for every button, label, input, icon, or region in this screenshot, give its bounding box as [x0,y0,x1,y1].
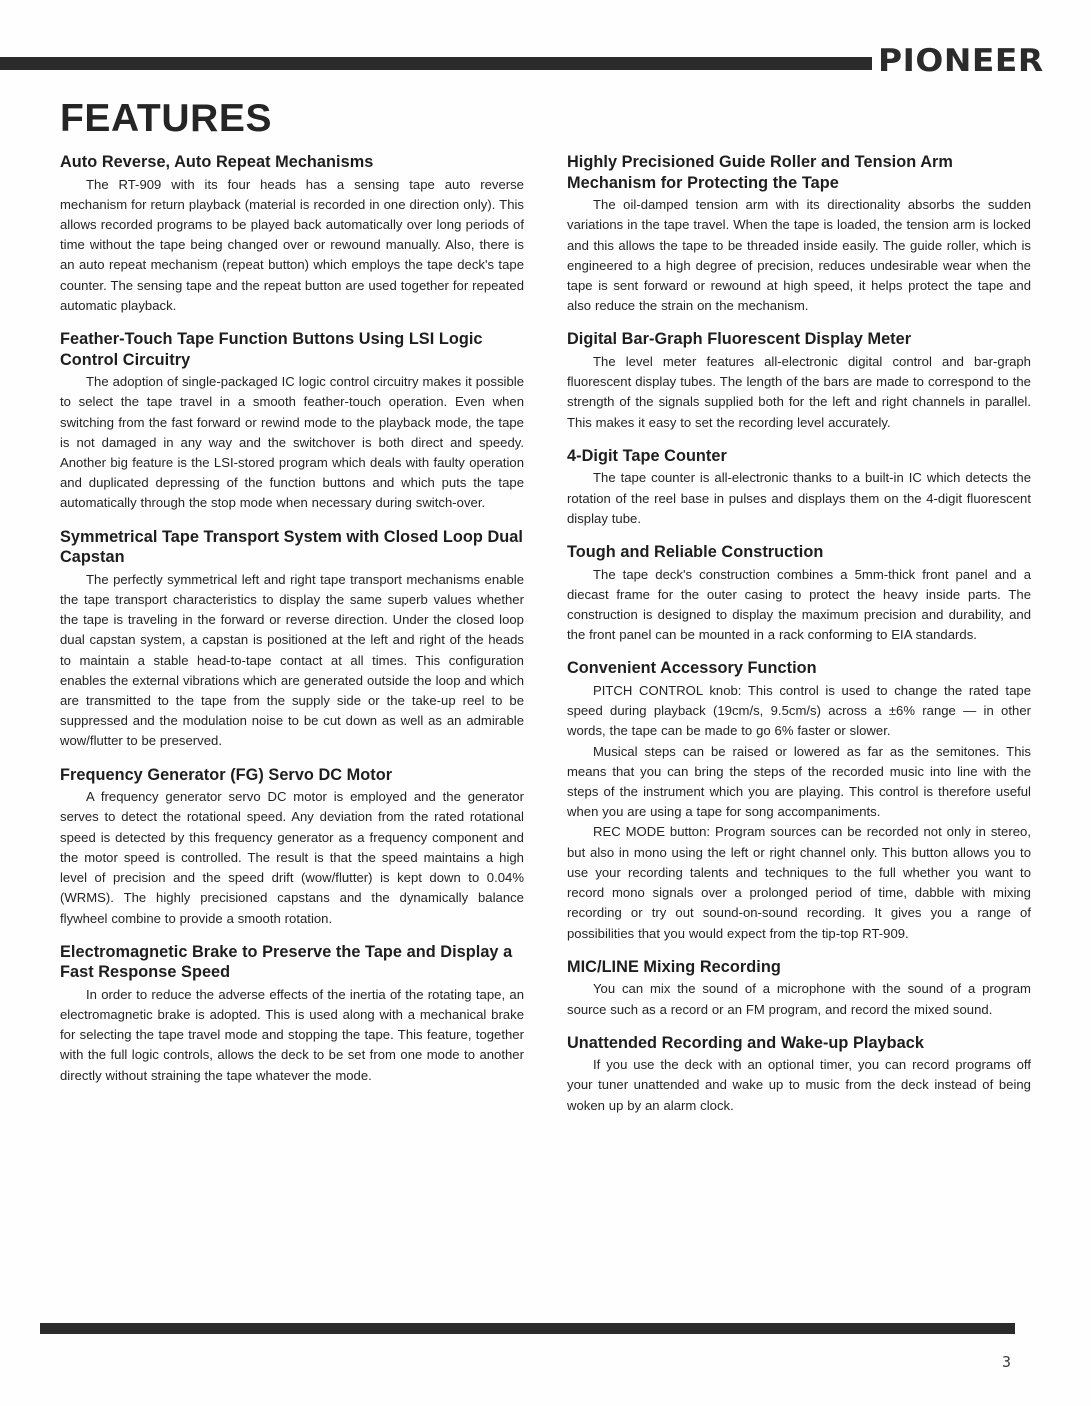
section-paragraph: The adoption of single-packaged IC logic control circuitry makes it possible to select the tape travel in a smooth feather-touch operation. Even when switching from the fast forward or rewind mode to the playback mode, the tape is not damaged in any way and the switchover is both direct and speedy. Another big feature is the LSI-stored program which deals with faulty operation and duplicated depressing of the function buttons and which puts the tape automatically through the stop mode when necessary during switch-over. [60,374,524,511]
feature-section [567,658,1031,943]
pioneer-brand-logo: PIONEER [878,43,1044,79]
section-paragraph: In order to reduce the adverse effects of the inertia of the rotating tape, an electromagnetic brake is adopted. This is used along with a mechanical brake for selecting the tape travel mode and stopping the tape. This feature, together with the full logic controls, allows the deck to be set from one mode to another directly without straining the tape whatever the mode. [60,986,524,1083]
section-paragraph: The perfectly symmetrical left and right tape transport mechanisms enable the tape transport characteristics to display the same superb values whether the tape is traveling in the forward or reverse direction. Under the closed loop dual capstan system, a capstan is positioned at the left and right of the heads to maintain a stable head-to-tape contact at all times. This configuration enables the external vibrations which are generated outside the loop and which are transmitted to the tape from the supply side or the take-up reel to be suppressed and the modulation noise to be cut down as well as an admirable wow/flutter to be preserved. [60,571,524,749]
header-rule-bar [0,57,872,70]
feature-section [567,542,1031,645]
section-heading: Frequency Generator (FG) Servo DC Motor [60,765,393,784]
section-heading: Electromagnetic Brake to Preserve the Tape and Display a Fast Response Speed [60,942,513,982]
section-heading: Digital Bar-Graph Fluorescent Display Meter [567,330,912,349]
content-columns [60,152,1031,1116]
section-heading: Feather-Touch Tape Function Buttons Using LSI Logic Control Circuitry [60,330,483,369]
section-heading: Convenient Accessory Function [567,659,817,678]
section-heading: MIC/LINE Mixing Recording [567,957,781,976]
section-paragraph: The RT-909 with its four heads has a sensing tape auto reverse mechanism for return playback (material is recorded in one direction only). This allows recorded programs to be played back automatically over long periods of time without the tape being changed over or rewound manually. Also, there is an auto repeat mechanism (repeat button) which employs the tape deck's tape counter. The sensing tape and the repeat button are used together for repeated automatic playback. [60,176,524,313]
section-paragraph: The oil-damped tension arm with its directionality absorbs the sudden variations in the tape travel. When the tape is loaded, the tension arm is locked and this allows the tape to be threaded inside easily. The guide roller, which is engineered to a high degree of precision, reduces undesirable wear when the tape is sent forward or rewound at high speed, it helps protect the tape and also reduce the strain on the mechanism. [567,197,1031,314]
section-paragraph: The tape deck's construction combines a 5mm-thick front panel and a diecast frame for the outer casing to protect the heavy inside parts. The construction is designed to display the maximum precision and durability, and the front panel can be mounted in a rack conforming to EIA standards. [567,566,1031,643]
feature-section [567,152,1031,316]
section-heading: 4-Digit Tape Counter [567,446,727,465]
feature-section [567,1033,1031,1116]
feature-section [567,329,1031,432]
feature-section [60,765,524,929]
section-heading: Tough and Reliable Construction [567,542,824,561]
section-heading: Highly Precisioned Guide Roller and Tension Arm Mechanism for Protecting the Tape [567,153,953,192]
section-paragraph: Musical steps can be raised or lowered as far as the semitones. This means that you can bring the steps of the recorded music into line with the steps of the instrument which you are playing. This control is therefore useful when you are using a tape for song accompaniments. [567,743,1031,820]
section-paragraph: You can mix the sound of a microphone with the sound of a program source such as a record or an FM program, and record the mixed sound. [567,981,1031,1017]
feature-section [60,527,524,752]
section-paragraph: The level meter features all-electronic digital control and bar-graph fluorescent display tubes. The length of the bars are made to correspond to the strength of the signals supplied both for the left and right channels in parallel. This makes it easy to set the recording level accurately. [567,353,1031,430]
section-paragraph: The tape counter is all-electronic thanks to a built-in IC which detects the rotation of the reel base in pulses and displays them on the 4-digit fluorescent display tube. [567,470,1031,526]
section-heading: Auto Reverse, Auto Repeat Mechanisms [60,153,374,171]
feature-section [60,152,524,316]
feature-section [60,329,524,514]
section-paragraph: REC MODE button: Program sources can be recorded not only in stereo, but also in mono using the left or right channel only. This button allows you to use your recording talents and techniques to the full whether you want to record mono signals over a prolonged period of time, dabble with mixing recording or try out sound-on-sound recording. It gives you a range of possibilities that you would expect from the tip-top RT-909. [567,824,1031,941]
section-paragraph: PITCH CONTROL knob: This control is used to change the rated tape speed during playback (19cm/s, 9.5cm/s) across a ±6% range — in other words, the tape can be made to go 6% faster or slower. [567,682,1031,739]
feature-section [60,942,524,1086]
feature-section [567,957,1031,1020]
page-number: 3 [1002,1353,1012,1371]
section-paragraph: If you use the deck with an optional timer, you can record programs off your tuner unattended and wake up to music from the deck instead of being woken up by an alarm clock. [567,1057,1031,1113]
text-column-left [60,152,524,1116]
feature-section [567,446,1031,529]
footer-rule-bar [40,1323,1015,1334]
section-heading: Unattended Recording and Wake-up Playback [567,1033,924,1052]
page-title: FEATURES [60,97,273,140]
text-column-right [567,152,1031,1116]
section-paragraph: A frequency generator servo DC motor is employed and the generator serves to detect the rotational speed. Any deviation from the rated rotational speed is detected by this frequency generator as a frequency component and the motor speed is controlled. The result is that the speed maintains a high level of precision and the speed drift (wow/flutter) is kept down to 0.04% (WRMS). The highly precisioned capstans and the dynamically balance flywheel combine to provide a smooth rotation. [60,789,524,926]
section-heading: Symmetrical Tape Transport System with Closed Loop Dual Capstan [60,527,523,567]
